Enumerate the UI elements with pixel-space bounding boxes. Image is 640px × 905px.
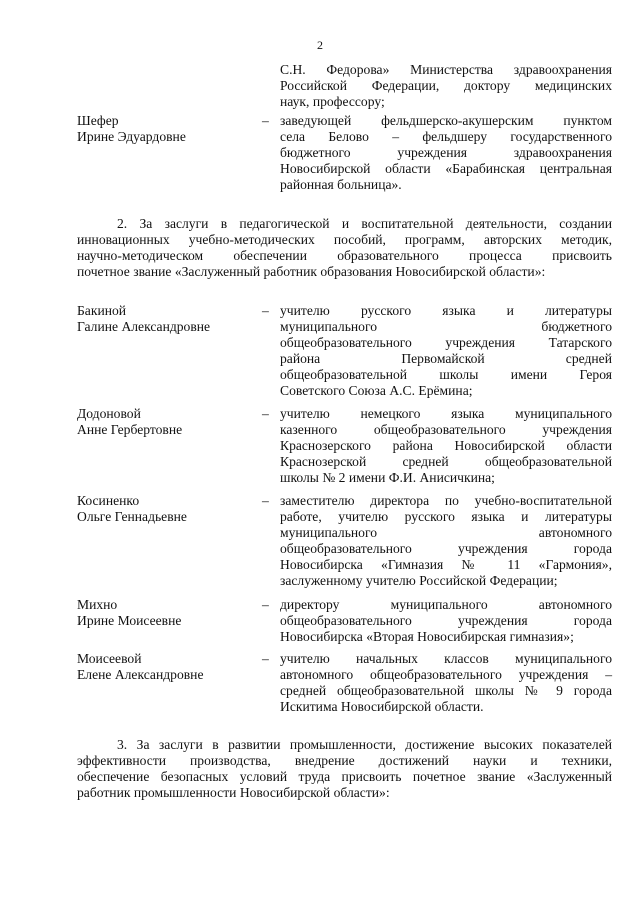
- recipient-name: Косиненко Ольге Геннадьевне: [77, 493, 187, 524]
- entry-description: учителю русского языка и литературы муниципального бюджетного общеобразовательного учреждения Татарского района Первомайской средней общеобразовательной школы имени Героя Советского Союза А.С. Ерёмина;: [280, 303, 612, 398]
- entry-description: С.Н. Федорова» Министерства здравоохранения Российской Федерации, доктору медицинских наук, профессору;: [280, 62, 612, 109]
- recipient-name: Шефер Ирине Эдуардовне: [77, 113, 186, 144]
- recipient-name: Додоновой Анне Гербертовне: [77, 406, 183, 437]
- entry-dash: –: [262, 303, 269, 318]
- entry-dash: –: [262, 651, 269, 666]
- entry-dash: –: [262, 493, 269, 508]
- entry-description: заместителю директора по учебно-воспитательной работе, учителю русского языка и литературы муниципального автономного общеобразовательного учреждения города Новосибирска «Гимназия № 11 «Гармония», заслуженному учителю Российской Федерации;: [280, 493, 612, 588]
- recipient-name: Михно Ирине Моисеевне: [77, 597, 182, 628]
- recipient-name: Моисеевой Елене Александровне: [77, 651, 204, 682]
- recipient-name: Бакиной Галине Александровне: [77, 303, 211, 334]
- section-paragraph-3: 3. За заслуги в развитии промышленности, достижение высоких показателей эффективности производства, внедрение достижений науки и техники, обеспечение безопасных условий труда присвоить почетное звание «Заслуженный работник промышленности Новосибирской области»:: [77, 737, 612, 800]
- entry-dash: –: [262, 597, 269, 612]
- entry-description: учителю немецкого языка муниципального казенного общеобразовательного учреждения Краснозерского района Новосибирской области Краснозерской средней общеобразовательной школы № 2 имени Ф.И. Анисичкина;: [280, 406, 612, 485]
- entry-description: заведующей фельдшерско-акушерским пунктом села Белово – фельдшеру государственного бюджетного учреждения здравоохранения Новосибирской области «Барабинская центральная районная больница».: [280, 113, 612, 192]
- entry-description: учителю начальных классов муниципального автономного общеобразовательного учреждения – средней общеобразовательной школы № 9 города Искитима Новосибирской области.: [280, 651, 612, 714]
- section-paragraph-2: 2. За заслуги в педагогической и воспитательной деятельности, создании инновационных учебно-методических пособий, программ, авторских методик, научно-методическом обеспечении образовательного процесса присвоить почетное звание «Заслуженный работник образования Новосибирской области»:: [77, 216, 612, 279]
- page-number: 2: [317, 38, 323, 52]
- entry-description: директору муниципального автономного общеобразовательного учреждения города Новосибирска «Вторая Новосибирская гимназия»;: [280, 597, 612, 644]
- entry-dash: –: [262, 406, 269, 421]
- entry-dash: –: [262, 113, 269, 128]
